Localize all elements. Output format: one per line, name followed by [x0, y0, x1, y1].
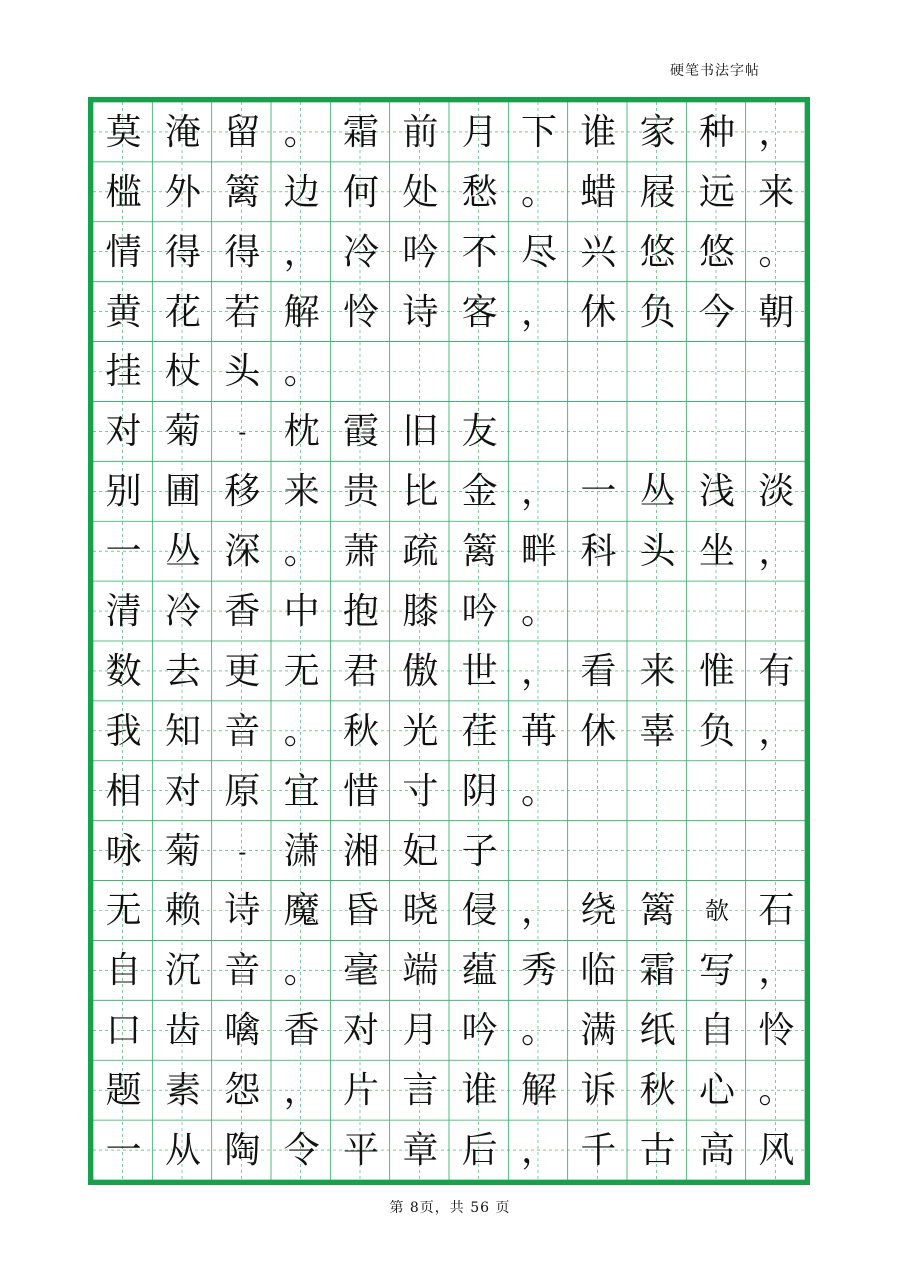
character-cell: 写	[698, 950, 735, 992]
text-row	[94, 941, 806, 1001]
character-cell: 看	[580, 650, 617, 692]
character-cell: 别	[105, 471, 142, 513]
character-cell: 怨	[224, 1070, 261, 1112]
text-row	[94, 343, 806, 403]
character-cell: 何	[342, 171, 379, 213]
character-cell: ，	[520, 291, 557, 333]
character-cell: 音	[224, 710, 261, 752]
character-cell: 屐	[639, 171, 676, 213]
character-cell: 家	[639, 111, 676, 153]
character-cell: 音	[224, 950, 261, 992]
character-cell: 陶	[224, 1130, 261, 1172]
character-cell: 得	[164, 231, 201, 273]
character-cell: 科	[580, 531, 617, 573]
character-cell: 心	[698, 1070, 735, 1112]
character-cell: 宜	[283, 770, 320, 812]
character-cell: 怜	[342, 291, 379, 333]
character-cell: 冷	[164, 591, 201, 633]
character-cell: 。	[283, 111, 320, 153]
text-row	[94, 1061, 806, 1121]
character-cell: ，	[283, 1070, 320, 1112]
character-cell: 金	[461, 471, 498, 513]
character-cell: 赖	[164, 890, 201, 932]
character-cell: 霜	[639, 950, 676, 992]
character-cell: 湘	[342, 830, 379, 872]
character-cell: 光	[402, 710, 439, 752]
character-cell: 傲	[402, 650, 439, 692]
character-cell: 头	[639, 531, 676, 573]
character-cell: 章	[402, 1130, 439, 1172]
character-cell: 更	[224, 650, 261, 692]
text-row	[94, 402, 806, 462]
character-cell: 魔	[283, 890, 320, 932]
character-cell: 萧	[342, 531, 379, 573]
character-cell: 对	[342, 1010, 379, 1052]
character-cell: 边	[283, 171, 320, 213]
character-cell: 数	[105, 650, 142, 692]
character-cell: 蜡	[580, 171, 617, 213]
character-cell: 妃	[402, 830, 439, 872]
character-cell: 负	[639, 291, 676, 333]
character-cell: 处	[402, 171, 439, 213]
character-cell: 自	[698, 1010, 735, 1052]
character-cell: 平	[342, 1130, 379, 1172]
character-cell: 谁	[461, 1070, 498, 1112]
character-cell: 令	[283, 1130, 320, 1172]
character-cell: 淹	[164, 111, 201, 153]
character-cell: 有	[758, 650, 795, 692]
text-row	[94, 702, 806, 762]
character-cell: 君	[342, 650, 379, 692]
character-cell: 侵	[461, 890, 498, 932]
page-number: 第 8页，共 56 页	[389, 1200, 511, 1216]
character-cell: 千	[580, 1130, 617, 1172]
character-cell: 诗	[224, 890, 261, 932]
character-cell: ，	[758, 111, 795, 153]
character-cell: 噙	[224, 1010, 261, 1052]
character-cell: 谁	[580, 111, 617, 153]
character-cell: ，	[520, 1130, 557, 1172]
character-cell: 晓	[402, 890, 439, 932]
character-cell: 休	[580, 710, 617, 752]
character-cell: 昏	[342, 890, 379, 932]
character-cell: 霞	[342, 411, 379, 453]
character-cell: 秋	[639, 1070, 676, 1112]
character-cell: -	[238, 837, 247, 866]
text-row	[94, 762, 806, 822]
character-cell: 菊	[164, 830, 201, 872]
character-cell: 旧	[402, 411, 439, 453]
character-cell: 诗	[402, 291, 439, 333]
character-cell: 毫	[342, 950, 379, 992]
character-cell: 移	[224, 471, 261, 513]
character-cell: 。	[520, 1010, 557, 1052]
text-row	[94, 1121, 806, 1181]
character-cell: 清	[105, 591, 142, 633]
character-cell: 一	[580, 471, 617, 513]
header-title: 硬笔书法字帖	[670, 63, 760, 79]
character-cell: 疏	[402, 531, 439, 573]
character-cell: 花	[164, 291, 201, 333]
character-cell: 来	[758, 171, 795, 213]
character-cell: 头	[224, 351, 261, 393]
character-cell: 一	[105, 1130, 142, 1172]
character-cell: ，	[758, 950, 795, 992]
text-row	[94, 163, 806, 223]
character-cell: 。	[283, 710, 320, 752]
character-cell: ，	[758, 531, 795, 573]
character-cell: ，	[758, 710, 795, 752]
character-cell: 。	[283, 950, 320, 992]
character-cell: 端	[402, 950, 439, 992]
text-row	[94, 103, 806, 163]
text-row	[94, 223, 806, 283]
character-cell: 苒	[520, 710, 557, 752]
character-cell: 解	[283, 291, 320, 333]
character-cell: 解	[520, 1070, 557, 1112]
character-cell: 圃	[164, 471, 201, 513]
character-cell: 世	[461, 650, 498, 692]
character-cell: 我	[105, 710, 142, 752]
character-cell: 吟	[461, 1010, 498, 1052]
character-cell: 相	[105, 770, 142, 812]
character-cell: 口	[105, 1010, 142, 1052]
text-row	[94, 822, 806, 882]
character-cell: 负	[698, 710, 735, 752]
character-cell: 去	[164, 650, 201, 692]
character-cell: 吟	[402, 231, 439, 273]
character-cell: 得	[224, 231, 261, 273]
character-cell: 自	[105, 950, 142, 992]
character-cell: 丛	[639, 471, 676, 513]
character-cell: 古	[639, 1130, 676, 1172]
character-cell: 素	[164, 1070, 201, 1112]
character-cell: 对	[164, 770, 201, 812]
character-cell: 。	[520, 591, 557, 633]
character-cell: 咏	[105, 830, 142, 872]
character-cell: 绕	[580, 890, 617, 932]
character-cell: 客	[461, 291, 498, 333]
character-cell: 坐	[698, 531, 735, 573]
character-cell: 悠	[639, 231, 676, 273]
text-row	[94, 882, 806, 942]
character-cell: 一	[105, 531, 142, 573]
character-cell: 。	[520, 171, 557, 213]
text-row	[94, 1001, 806, 1061]
character-cell: 莫	[105, 111, 142, 153]
character-cell: 篱	[639, 890, 676, 932]
character-cell: 荏	[461, 710, 498, 752]
character-cell: 齿	[164, 1010, 201, 1052]
character-cell: 知	[164, 710, 201, 752]
character-cell: 辜	[639, 710, 676, 752]
character-cell: 黄	[105, 291, 142, 333]
character-cell: 吟	[461, 591, 498, 633]
text-row	[94, 522, 806, 582]
character-cell: 菊	[164, 411, 201, 453]
character-cell: 香	[283, 1010, 320, 1052]
character-cell: 秀	[520, 950, 557, 992]
character-cell: 子	[461, 830, 498, 872]
character-cell: 中	[283, 591, 320, 633]
text-row	[94, 283, 806, 343]
character-cell: 尽	[520, 231, 557, 273]
character-cell: 怜	[758, 1010, 795, 1052]
character-cell: 比	[402, 471, 439, 513]
character-cell: 悠	[698, 231, 735, 273]
copybook-frame	[88, 97, 810, 1185]
character-cell: 欹	[704, 897, 729, 926]
character-cell: 无	[105, 890, 142, 932]
character-cell: 风	[758, 1130, 795, 1172]
character-cell: 秋	[342, 710, 379, 752]
character-cell: ，	[520, 890, 557, 932]
character-cell: 远	[698, 171, 735, 213]
character-cell: 外	[164, 171, 201, 213]
character-cell: 月	[461, 111, 498, 153]
character-cell: 槛	[105, 171, 142, 213]
character-cell: 言	[402, 1070, 439, 1112]
character-cell: 不	[461, 231, 498, 273]
character-cell: 。	[758, 1070, 795, 1112]
text-row	[94, 642, 806, 702]
character-cell: 石	[758, 890, 795, 932]
text-row	[94, 462, 806, 522]
character-cell: 高	[698, 1130, 735, 1172]
character-cell: 。	[758, 231, 795, 273]
character-cell: 丛	[164, 531, 201, 573]
character-cell: 惟	[698, 650, 735, 692]
character-cell: 深	[224, 531, 261, 573]
character-cell: 满	[580, 1010, 617, 1052]
character-cell: 霜	[342, 111, 379, 153]
character-cell: 诉	[580, 1070, 617, 1112]
character-cell: 友	[461, 411, 498, 453]
text-row	[94, 582, 806, 642]
character-cell: 抱	[342, 591, 379, 633]
character-cell: 休	[580, 291, 617, 333]
character-cell: 题	[105, 1070, 142, 1112]
character-cell: 。	[520, 770, 557, 812]
character-cell: ，	[520, 650, 557, 692]
character-cell: 情	[105, 231, 142, 273]
character-cell: 香	[224, 591, 261, 633]
character-cell: 来	[639, 650, 676, 692]
character-cell: 。	[283, 351, 320, 393]
character-cell: 留	[224, 111, 261, 153]
character-cell: 冷	[342, 231, 379, 273]
character-cell: 篱	[224, 171, 261, 213]
character-cell: 。	[283, 531, 320, 573]
character-cell: 种	[698, 111, 735, 153]
character-cell: -	[238, 418, 247, 447]
character-cell: 枕	[283, 411, 320, 453]
character-cell: 兴	[580, 231, 617, 273]
character-cell: 贵	[342, 471, 379, 513]
character-cell: 篱	[461, 531, 498, 573]
character-cell: 临	[580, 950, 617, 992]
character-cell: 阴	[461, 770, 498, 812]
character-cell: 对	[105, 411, 142, 453]
character-cell: 下	[520, 111, 557, 153]
character-cell: ，	[283, 231, 320, 273]
character-cell: 原	[224, 770, 261, 812]
character-cell: 后	[461, 1130, 498, 1172]
character-cell: 沉	[164, 950, 201, 992]
character-cell: 挂	[105, 351, 142, 393]
character-cell: 从	[164, 1130, 201, 1172]
character-cell: 朝	[758, 291, 795, 333]
character-cell: 寸	[402, 770, 439, 812]
character-cell: 愁	[461, 171, 498, 213]
character-cell: 杖	[164, 351, 201, 393]
character-cell: 片	[342, 1070, 379, 1112]
character-cell: 无	[283, 650, 320, 692]
character-cell: 膝	[402, 591, 439, 633]
character-cell: 月	[402, 1010, 439, 1052]
character-cell: 纸	[639, 1010, 676, 1052]
character-cell: 惜	[342, 770, 379, 812]
character-cell: 前	[402, 111, 439, 153]
character-cell: 畔	[520, 531, 557, 573]
character-cell: 浅	[698, 471, 735, 513]
character-cell: 潇	[283, 830, 320, 872]
character-cell: 蕴	[461, 950, 498, 992]
character-cell: 来	[283, 471, 320, 513]
character-cell: ，	[520, 471, 557, 513]
character-cell: 今	[698, 291, 735, 333]
character-cell: 淡	[758, 471, 795, 513]
character-cell: 若	[224, 291, 261, 333]
